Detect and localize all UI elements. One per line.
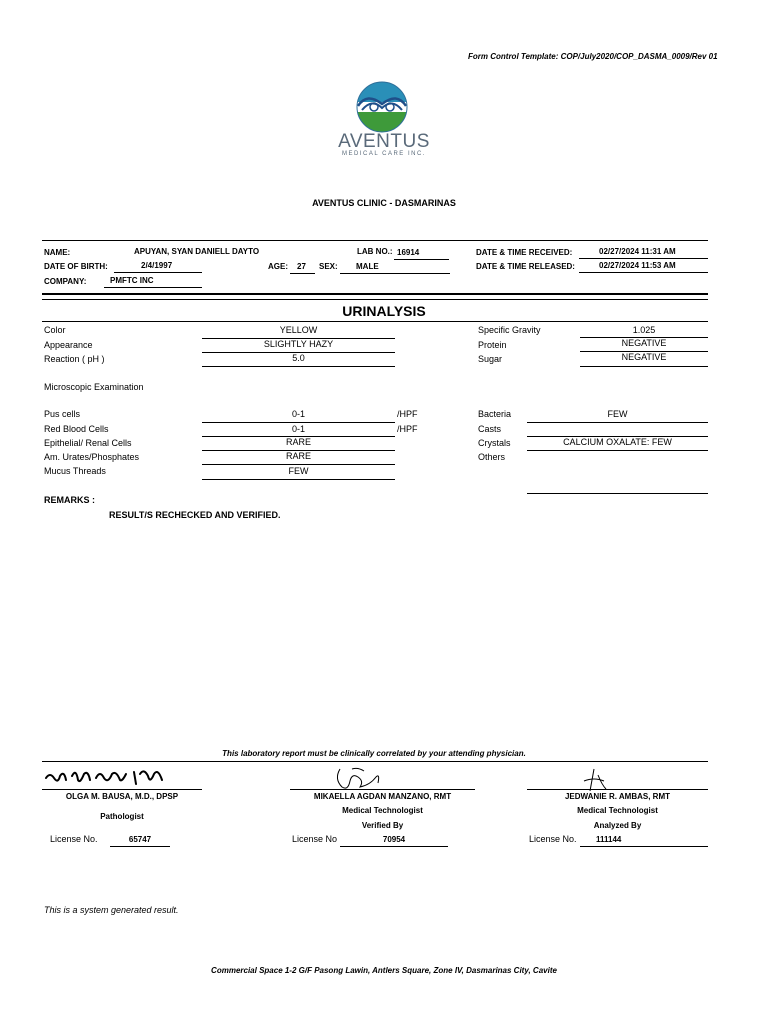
lab-no: 16914 xyxy=(397,248,420,257)
rbc-value: 0-1 xyxy=(291,424,305,434)
lab-no-label: LAB NO.: xyxy=(357,247,393,256)
bacteria-label: Bacteria xyxy=(478,409,512,419)
crystals-value: CALCIUM OXALATE: FEW xyxy=(563,437,672,447)
pathologist-license-label: License No. xyxy=(50,834,98,844)
urates-value: RARE xyxy=(285,451,311,461)
age-label: AGE: xyxy=(268,262,288,271)
patient-name: APUYAN, SYAN DANIELL DAYTO xyxy=(134,247,260,256)
analyst-license: 111144 xyxy=(596,835,622,844)
released-label: DATE & TIME RELEASED: xyxy=(476,262,575,271)
company-label: COMPANY: xyxy=(44,277,87,286)
received-label: DATE & TIME RECEIVED: xyxy=(476,248,573,257)
logo-wordmark: AVENTUS xyxy=(338,131,430,152)
casts-label: Casts xyxy=(478,424,502,434)
pus-cells-value: 0-1 xyxy=(291,409,305,419)
disclaimer: This laboratory report must be clinically correlated by your attending physician. xyxy=(222,749,526,758)
pathologist-title: Pathologist xyxy=(100,812,144,821)
sugar-label: Sugar xyxy=(478,354,503,364)
footer-address: Commercial Space 1-2 G/F Pasong Lawin, Antlers Square, Zone IV, Dasmarinas City, Cavite xyxy=(211,966,557,975)
pus-cells-unit: /HPF xyxy=(397,409,418,419)
specific-gravity-value: 1.025 xyxy=(632,325,656,335)
others-label: Others xyxy=(478,452,506,462)
urates-label: Am. Urates/Phosphates xyxy=(44,452,140,462)
sex: MALE xyxy=(356,262,379,271)
analyst-name: JEDWANIE R. AMBAS, RMT xyxy=(564,792,671,801)
crystals-label: Crystals xyxy=(478,438,511,448)
company: PMFTC INC xyxy=(110,276,154,285)
color-label: Color xyxy=(44,325,66,335)
color-value: YELLOW xyxy=(279,325,318,335)
dob-label: DATE OF BIRTH: xyxy=(44,262,108,271)
aventus-logo-icon xyxy=(352,80,412,134)
protein-label: Protein xyxy=(478,340,507,350)
form-control-code: Form Control Template: COP/July2020/COP_DASMA_0009/Rev 01 xyxy=(468,52,718,61)
rbc-label: Red Blood Cells xyxy=(44,424,109,434)
analyst-title: Medical Technologist xyxy=(577,806,658,815)
sugar-value: NEGATIVE xyxy=(621,352,667,362)
pus-cells-label: Pus cells xyxy=(44,409,81,419)
system-note: This is a system generated result. xyxy=(44,905,179,915)
clinic-name: AVENTUS CLINIC - DASMARINAS xyxy=(312,198,456,208)
remarks-text: RESULT/S RECHECKED AND VERIFIED. xyxy=(109,510,281,520)
verifier-role: Verified By xyxy=(361,821,404,830)
verifier-license: 70954 xyxy=(382,835,406,844)
pathologist-license: 65747 xyxy=(128,835,152,844)
age: 27 xyxy=(297,262,306,271)
reaction-label: Reaction ( pH ) xyxy=(44,354,105,364)
remarks-label: REMARKS : xyxy=(44,495,95,505)
verifier-license-label: License No xyxy=(292,834,338,844)
mucus-value: FEW xyxy=(288,466,309,476)
verifier-title: Medical Technologist xyxy=(342,806,423,815)
pathologist-name: OLGA M. BAUSA, M.D., DPSP xyxy=(65,792,179,801)
dob: 2/4/1997 xyxy=(141,261,173,270)
bacteria-value: FEW xyxy=(607,409,628,419)
epithelial-value: RARE xyxy=(285,437,311,447)
protein-value: NEGATIVE xyxy=(621,338,667,348)
logo-tagline: MEDICAL CARE INC. xyxy=(342,151,426,157)
analyst-role: Analyzed By xyxy=(593,821,642,830)
reaction-value: 5.0 xyxy=(292,353,305,363)
rbc-unit: /HPF xyxy=(397,424,418,434)
verifier-name: MIKAELLA AGDAN MANZANO, RMT xyxy=(313,792,452,801)
date-released: 02/27/2024 11:53 AM xyxy=(599,261,676,270)
microscopic-heading: Microscopic Examination xyxy=(44,382,144,392)
epithelial-label: Epithelial/ Renal Cells xyxy=(44,438,132,448)
specific-gravity-label: Specific Gravity xyxy=(478,325,541,335)
analyst-license-label: License No. xyxy=(529,834,577,844)
name-label: NAME: xyxy=(44,248,71,257)
test-title: URINALYSIS xyxy=(342,303,426,319)
mucus-label: Mucus Threads xyxy=(44,466,106,476)
appearance-label: Appearance xyxy=(44,340,93,350)
pathologist-signature xyxy=(44,766,174,790)
appearance-value: SLIGHTLY HAZY xyxy=(263,339,334,349)
sex-label: SEX: xyxy=(319,262,338,271)
date-received: 02/27/2024 11:31 AM xyxy=(599,247,676,256)
